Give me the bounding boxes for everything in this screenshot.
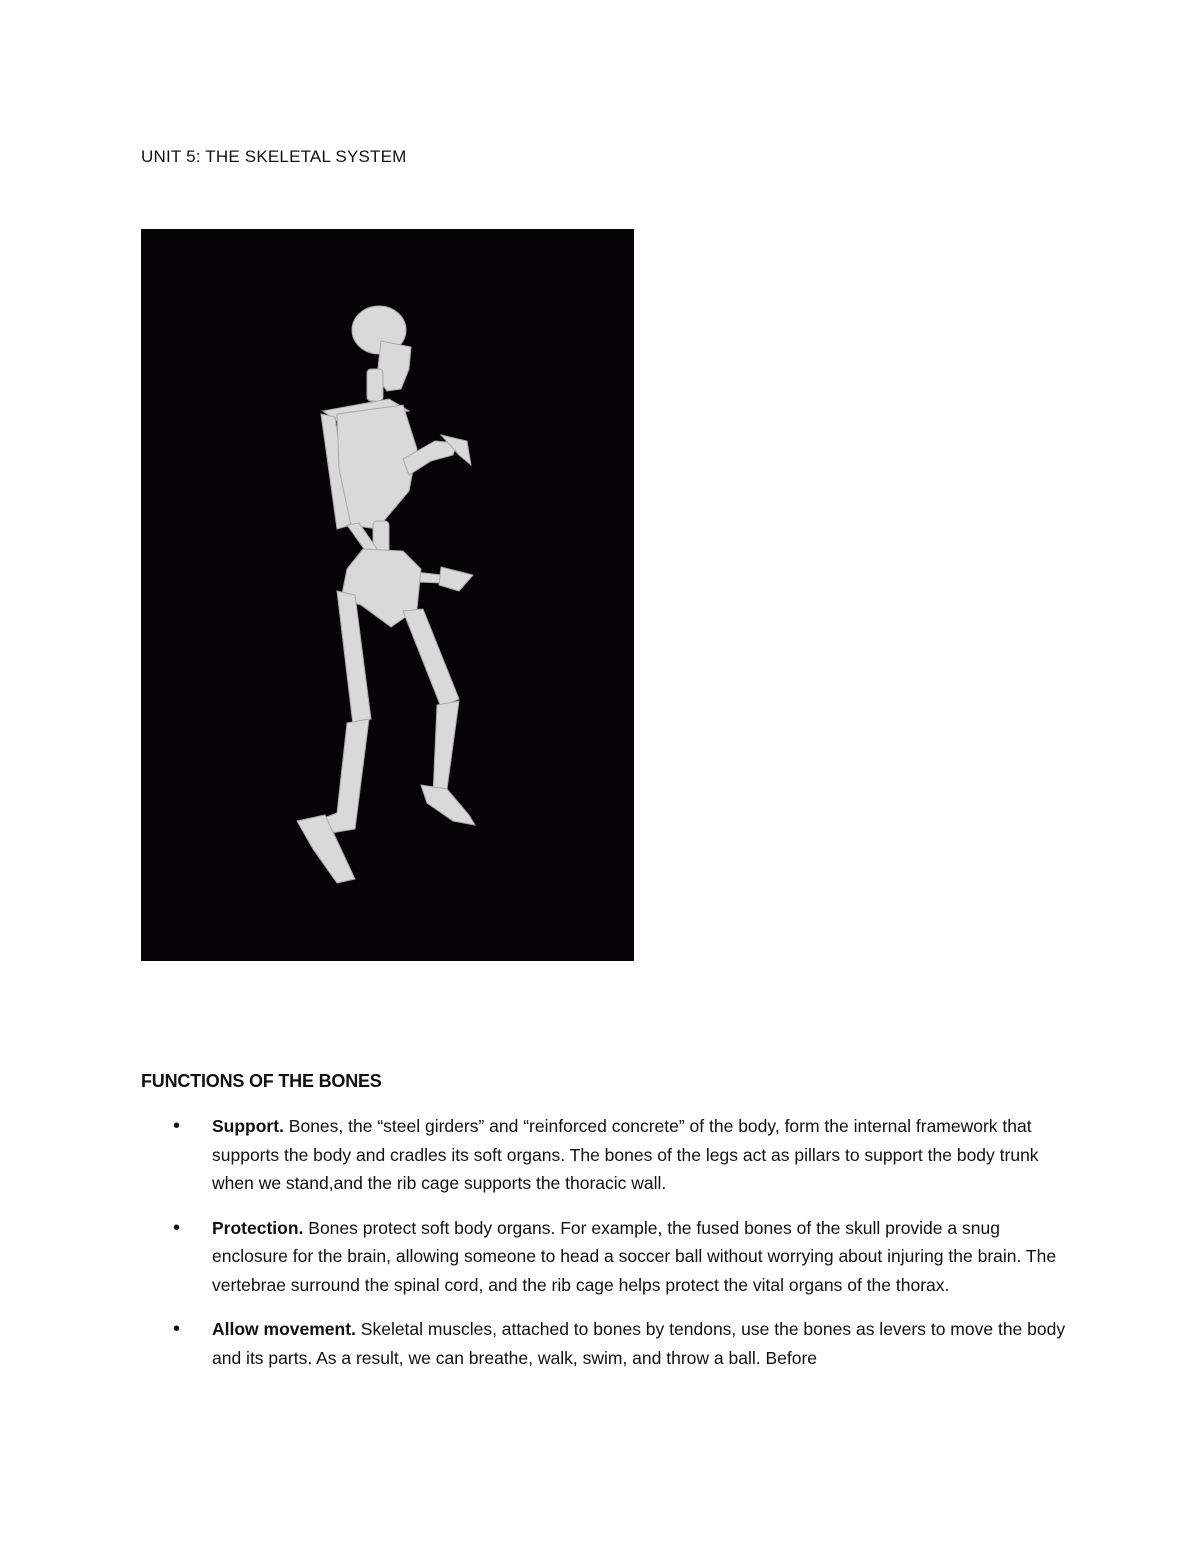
function-description: Bones protect soft body organs. For example, the fused bones of the skull provide a snug enclosure for the brain, allowing someone to head a soccer ball without worrying about injuring the brain. The vertebrae surround the spinal cord, and the rib cage helps protect the vital organs of the thorax. [212,1217,1057,1295]
function-term: Protection. [212,1217,304,1238]
function-description: Bones, the “steel girders” and “reinforced concrete” of the body, form the internal framework that supports the body and cradles its soft organs. The bones of the legs act as pillars to support the body trunk when we stand,and the rib cage supports the thoracic wall. [212,1116,1039,1193]
section-heading: FUNCTIONS OF THE BONES [141,1071,382,1091]
list-item-protection [141,1214,1071,1300]
skeleton-figure [141,229,634,961]
list-item-allow-movement [141,1315,1071,1372]
bullet-icon: • [173,1115,181,1137]
function-description: Skeletal muscles, attached to bones by tendons, use the bones as levers to move the body and its parts. As a result, we can breathe, walk, swim, and throw a ball. Before [212,1319,1066,1368]
bullet-icon: • [173,1318,181,1340]
skeleton-illustration [141,229,634,961]
function-term: Support. [212,1116,284,1136]
unit-title: UNIT 5: THE SKELETAL SYSTEM [141,147,407,166]
neck-vertebrae [367,369,383,401]
bullet-icon: • [173,1216,181,1239]
functions-list [141,1112,1071,1388]
list-item-support [141,1112,1071,1198]
function-term: Allow movement. [212,1319,356,1339]
